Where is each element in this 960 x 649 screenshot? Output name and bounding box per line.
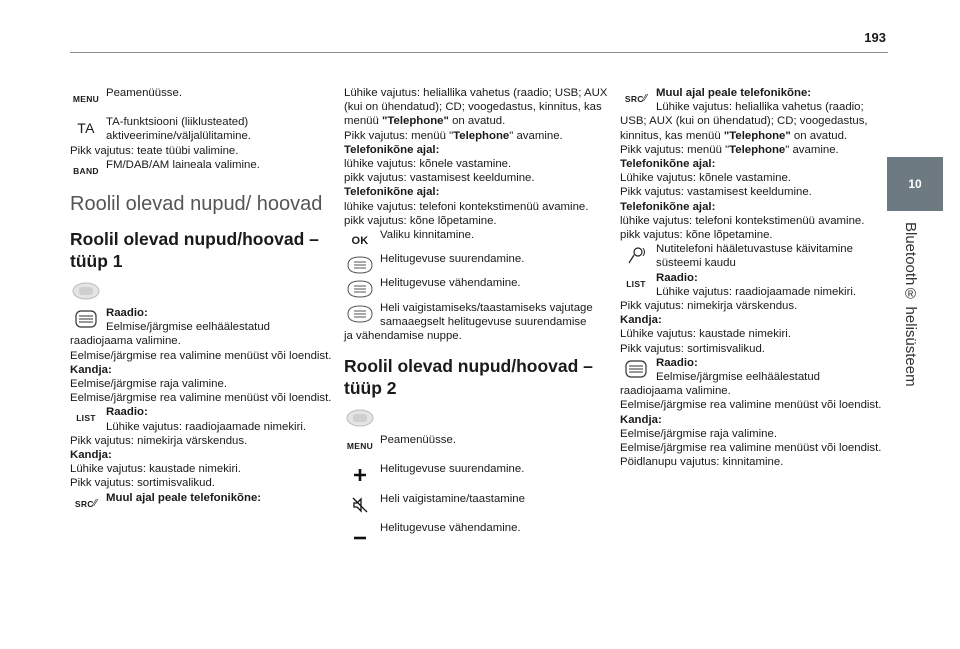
vol-up-entry: Helitugevuse suurendamine. [344, 252, 608, 266]
ok-entry: OK Valiku kinnitamine. [344, 228, 608, 242]
wheel-button-icon [344, 303, 376, 325]
section-title: Roolil olevad nupud/ hoovad [70, 193, 323, 216]
minus-entry: Helitugevuse vähendamine. [344, 521, 608, 535]
top-rule [70, 52, 888, 53]
wheel-button-icon [344, 278, 376, 300]
wheel-button-icon [344, 254, 376, 276]
band-icon: BAND [73, 165, 99, 176]
voice-recognition-icon [620, 244, 652, 266]
menu-entry: MENU Peamenüüsse. [70, 86, 332, 100]
column-2: Lühike vajutus: heliallika vahetus (raadio; USB; AUX (kui on ühendatud); CD; voogedastus, kinnitus, kas menüü "Telephone" on avatud. Pikk vajutus: menüü "Telephone" avamine. Telefonikõne ajal: lühike vajutus: kõnele vastamine. pikk vajutus: vastamisest keeldumine. Telefonikõne ajal: lühike vajutus: telefoni kontekstimenüü avamine. pikk vajutus: kõne lõpetamine. OK Valiku kinnitamine. Helitugevuse suurendamine. Helitugevuse vähendamine. Heli vaigistamiseks/taastamiseks vajutage samaaegselt helitugevuse suurendamise ja vähendamise nuppe. Roolil olevad nupud/hoovad – tüüp 2 MENU Peamenüüsse. Helitugevuse suurendamine. Heli vaigistamine/taastamine Helitugevuse vähendamine. [344, 86, 608, 535]
menu-icon: MENU [346, 441, 374, 452]
steering-control-icon [70, 280, 102, 302]
menu2-entry: MENU Peamenüüsse. [344, 433, 608, 447]
wheel-control-icon [70, 308, 102, 330]
list-entry: LIST Raadio: Lühike vajutus: raadiojaamade nimekiri. [620, 271, 882, 299]
ok-icon: OK [351, 234, 369, 247]
ta-long-press: Pikk vajutus: teate tüübi valimine. [70, 144, 239, 157]
list-icon: LIST [76, 413, 96, 424]
list-entry: LIST Raadio: Lühike vajutus: raadiojaamade nimekiri. [70, 405, 332, 433]
type2-heading: Roolil olevad nupud/hoovad – tüüp 2 [344, 356, 593, 399]
column-1: MENU Peamenüüsse. TA TA-funktsiooni (liiklusteated) aktiveerimine/väljalülitamine. Pikk vajutus: teate tüübi valimine. BAND FM/DAB/AM laineala valimine. Roolil olevad nupud/ hoovad Roolil olevad nupud/hoovad – tüüp 1 Raadio: Eelmise/järgmise eelhäälestatud raadiojaama valimine. Eelmise/järgmise rea valimine menüüst või loendist. Kandja: Eelmise/järgmise raja valimine. Eelmise/järgmise rea valimine menüüst või loendist. LIST Raadio: Lühike vajutus: raadiojaamade nimekiri. Pikk vajutus: nimekirja värskendus. Kandja: Lühike vajutus: kaustade nimekiri. Pikk vajutus: sortimisvalikud. SRC ∕⁄ Muul ajal peale telefonikõne: [70, 86, 332, 505]
vol-down-entry: Helitugevuse vähendamine. [344, 276, 608, 290]
type1-heading: Roolil olevad nupud/hoovad – tüüp 1 [70, 229, 319, 272]
page-number: 193 [864, 30, 886, 45]
chapter-title: Bluetooth® helisüsteem [902, 222, 919, 387]
steering-control-icon [344, 407, 376, 429]
list-icon: LIST [626, 278, 646, 289]
chapter-tab[interactable]: 10 [887, 157, 943, 211]
src-phone-icon: SRC ∕⁄ [624, 92, 648, 104]
wheel-control-icon [620, 358, 652, 380]
band-entry: BAND FM/DAB/AM laineala valimine. [70, 158, 332, 172]
column-3: SRC ∕⁄ Muul ajal peale telefonikõne: Lühike vajutus: heliallika vahetus (raadio; USB; AUX (kui on ühendatud); CD; voogedastus, kinnitus, kas menüü "Telephone" on avatud. Pikk vajutus: menüü "Telephone" avamine. Telefonikõne ajal: Lühike vajutus: kõnele vastamine. Pikk vajutus: vastamisest keeldumine. Telefonikõne ajal: lühike vajutus: telefoni kontekstimenüü avamine. pikk vajutus: kõne lõpetamine. Nutitelefoni hääletuvastuse käivitamine süsteemi kaudu LIST Raadio: Lühike vajutus: raadiojaamade nimekiri. Pikk vajutus: nimekirja värskendus. Kandja: Lühike vajutus: kaustade nimekiri. Pikk vajutus: sortimisvalikud. Raadio: Eelmise/järgmise eelhäälestatud raadiojaama valimine. Eelmise/järgmise rea valimine menüüst või loendist. Kandja: Eelmise/järgmise raja valimine. Eelmise/järgmise rea valimine menüüst või loendist. Pöidlanupu vajutus: kinnitamine. [620, 87, 882, 469]
ta-icon: TA [77, 120, 95, 137]
mute-speaker-icon [344, 494, 376, 516]
mute-entry: Heli vaigistamiseks/taastamiseks vajutage samaaegselt helitugevuse suurendamise [344, 301, 608, 329]
menu-icon: MENU [72, 93, 100, 104]
plus-entry: Helitugevuse suurendamine. [344, 462, 608, 476]
minus-icon [344, 523, 376, 545]
src-entry: SRC ∕⁄ Muul ajal peale telefonikõne: Lühike vajutus: heliallika vahetus (raadio; [620, 86, 882, 114]
radio-presets-entry: Raadio: Eelmise/järgmise eelhäälestatud [620, 356, 882, 384]
plus-icon [344, 464, 376, 486]
mute2-entry: Heli vaigistamine/taastamine [344, 492, 608, 506]
ta-entry: TA TA-funktsiooni (liiklusteated) aktiveerimine/väljalülitamine. [70, 115, 332, 143]
voice-entry: Nutitelefoni hääletuvastuse käivitamine süsteemi kaudu [620, 242, 882, 270]
radio-presets-entry: Raadio: Eelmise/järgmise eelhäälestatud [70, 306, 332, 334]
src-phone-icon: SRC ∕⁄ [74, 497, 98, 509]
src-entry: SRC ∕⁄ Muul ajal peale telefonikõne: [70, 491, 332, 505]
